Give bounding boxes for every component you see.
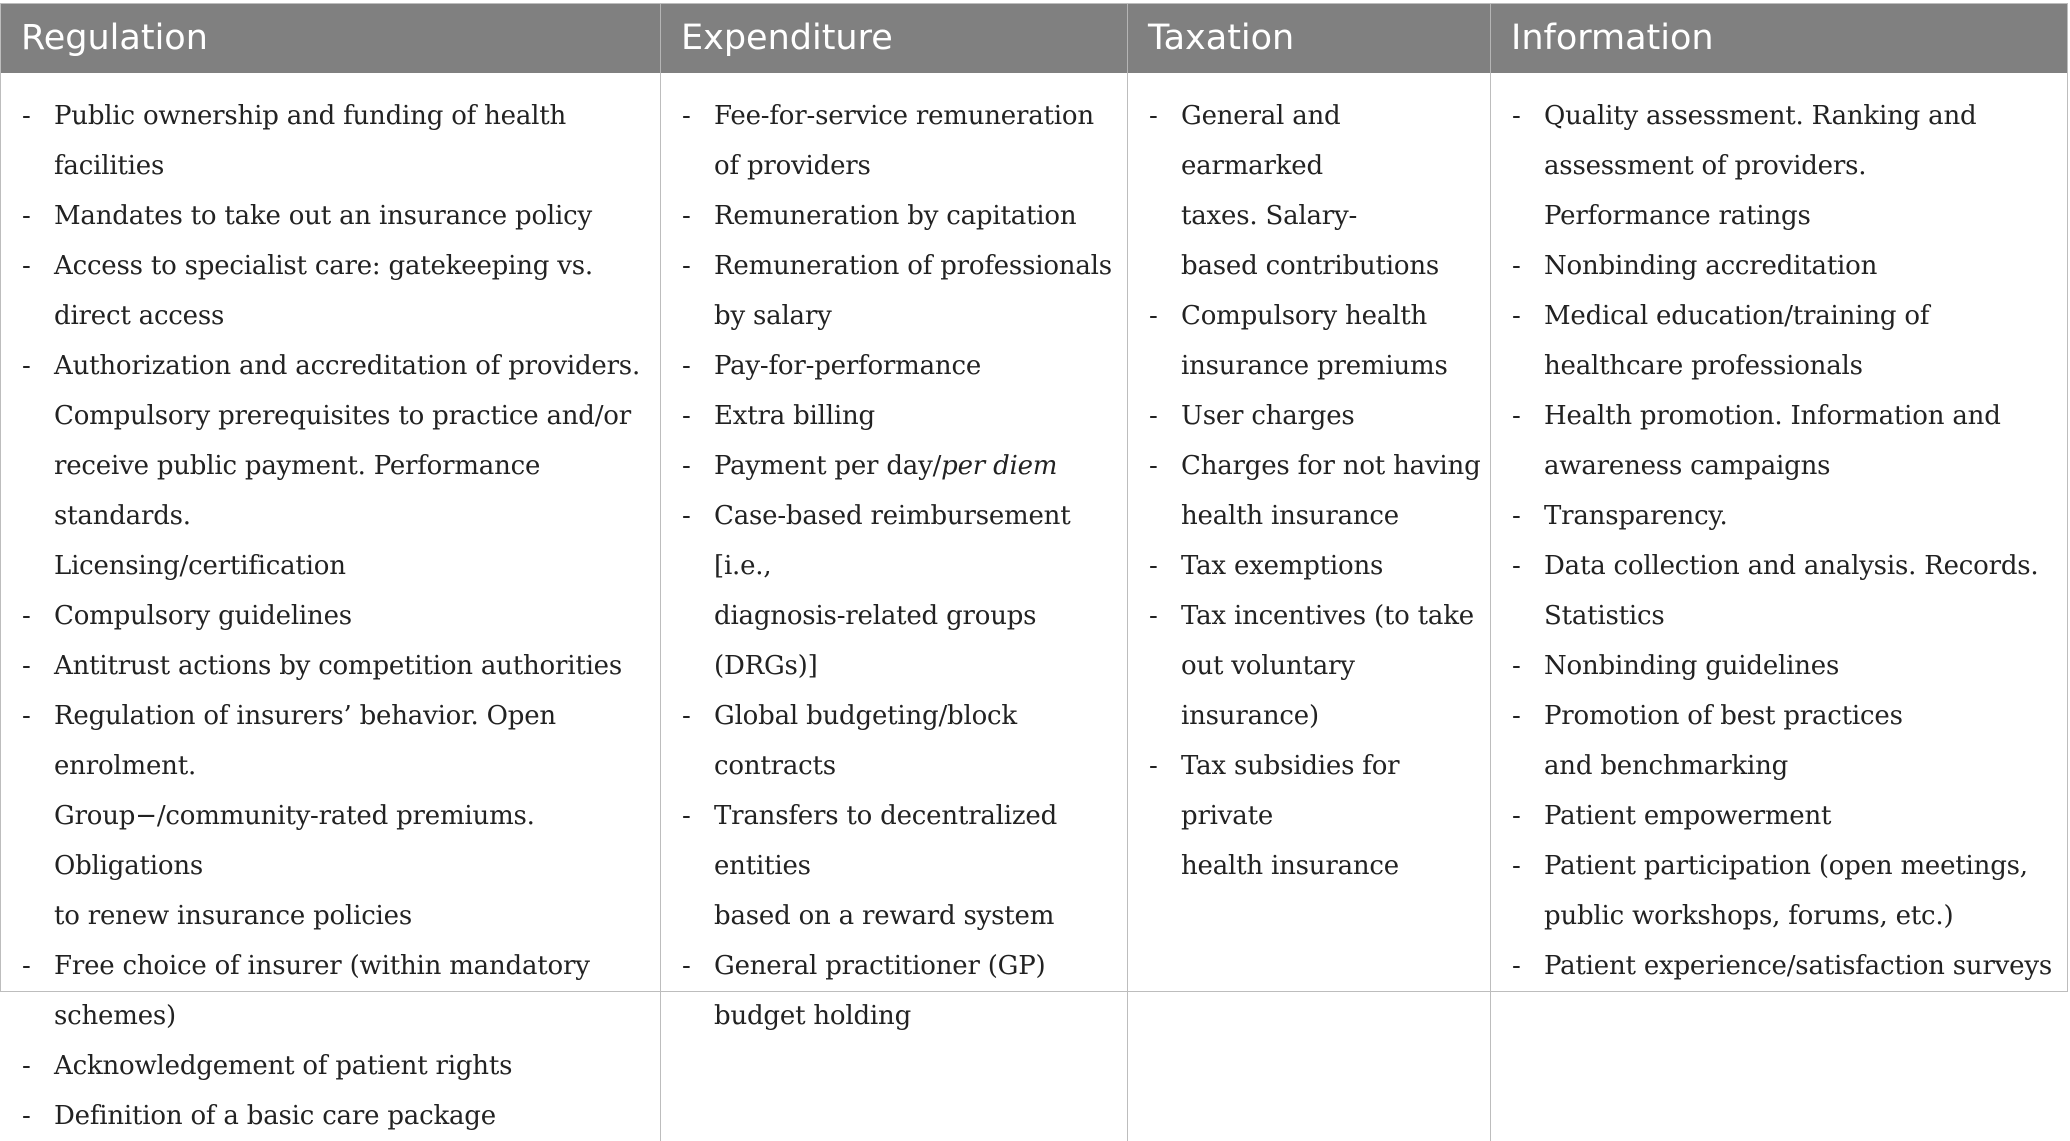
list-item: - Fee-for-service remuneration of providers bbox=[661, 91, 1127, 191]
list-item: - General practitioner (GP) budget holding bbox=[661, 941, 1127, 1041]
list-item: - Authorization and accreditation of providers. Compulsory prerequisites to practice and/or receive public payment. Performance standards. Licensing/certification bbox=[1, 341, 660, 591]
list-item: - Transparency. bbox=[1491, 491, 2067, 541]
list-item: - Quality assessment. Ranking and assessment of providers. Performance ratings bbox=[1491, 91, 2067, 241]
list-item: - Mandates to take out an insurance policy bbox=[1, 191, 660, 241]
expenditure-list bbox=[661, 91, 1127, 1041]
list-item: - Acknowledgement of patient rights bbox=[1, 1041, 660, 1091]
regulation-cell bbox=[1, 73, 661, 1141]
header-regulation: Regulation bbox=[1, 4, 661, 73]
information-list bbox=[1491, 91, 2067, 991]
list-item: - Pay-for-performance bbox=[661, 341, 1127, 391]
policy-instruments-table bbox=[0, 3, 2068, 1131]
list-item: - Nonbinding guidelines bbox=[1491, 641, 2067, 691]
list-item: - Tax exemptions bbox=[1128, 541, 1490, 591]
list-item: - Definition of a basic care package bbox=[1, 1091, 660, 1141]
header-information: Information bbox=[1511, 18, 1714, 58]
taxation-cell bbox=[1128, 73, 1491, 1141]
list-item: - Promotion of best practices and benchmarking bbox=[1491, 691, 2067, 791]
expenditure-cell bbox=[661, 73, 1128, 1141]
list-item: - Access to specialist care: gatekeeping vs. direct access bbox=[1, 241, 660, 341]
header-taxation: Taxation bbox=[1128, 4, 1491, 73]
list-item: - Compulsory health insurance premiums bbox=[1128, 291, 1490, 391]
list-item: - Health promotion. Information and awareness campaigns bbox=[1491, 391, 2067, 491]
list-item: - Patient experience/satisfaction surveys bbox=[1491, 941, 2067, 991]
list-item: - Transfers to decentralized entities based on a reward system bbox=[661, 791, 1127, 941]
information-cell bbox=[1491, 73, 2067, 1141]
list-item: - Medical education/training of healthcare professionals bbox=[1491, 291, 2067, 391]
list-item: - Regulation of insurers’ behavior. Open enrolment. Group−/community-rated premiums. Obligations to renew insurance policies bbox=[1, 691, 660, 941]
per-diem-italic: per diem bbox=[941, 451, 1058, 481]
list-item: - Global budgeting/block contracts bbox=[661, 691, 1127, 791]
list-item: - Compulsory guidelines bbox=[1, 591, 660, 641]
list-item: - Case-based reimbursement [i.e., diagnosis-related groups (DRGs)] bbox=[661, 491, 1127, 691]
list-item: - Remuneration of professionals by salary bbox=[661, 241, 1127, 341]
list-item: - Patient participation (open meetings, public workshops, forums, etc.) bbox=[1491, 841, 2067, 941]
table-header-row bbox=[1, 4, 2067, 73]
header-expenditure: Expenditure bbox=[661, 4, 1128, 73]
list-item: - Antitrust actions by competition authorities bbox=[1, 641, 660, 691]
list-item: - Charges for not having health insurance bbox=[1128, 441, 1490, 541]
list-item-per-diem bbox=[661, 441, 1127, 491]
list-item: - Remuneration by capitation bbox=[661, 191, 1127, 241]
list-item: - User charges bbox=[1128, 391, 1490, 441]
list-item: - Extra billing bbox=[661, 391, 1127, 441]
list-item: - Free choice of insurer (within mandatory schemes) bbox=[1, 941, 660, 1041]
list-item: - Public ownership and funding of health facilities bbox=[1, 91, 660, 191]
table-body-row bbox=[1, 73, 2067, 1141]
list-item: - General and earmarked taxes. Salary- based contributions bbox=[1128, 91, 1490, 291]
taxation-list bbox=[1128, 91, 1490, 891]
per-day-text: Payment per day/ bbox=[714, 451, 942, 481]
list-item: - Tax incentives (to take out voluntary insurance) bbox=[1128, 591, 1490, 741]
list-item: - Patient empowerment bbox=[1491, 791, 2067, 841]
list-item: - Nonbinding accreditation bbox=[1491, 241, 2067, 291]
regulation-list bbox=[1, 91, 660, 1141]
list-item: - Tax subsidies for private health insurance bbox=[1128, 741, 1490, 891]
list-item: - Data collection and analysis. Records. Statistics bbox=[1491, 541, 2067, 641]
